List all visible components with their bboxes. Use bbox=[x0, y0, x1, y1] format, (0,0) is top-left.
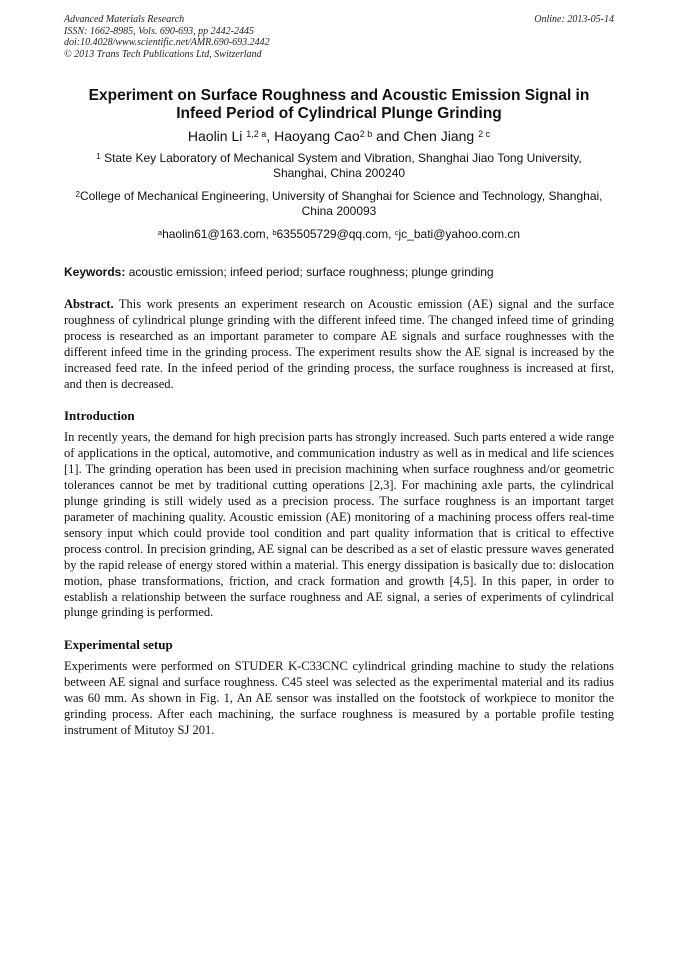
affiliation-superscript: 1 bbox=[96, 152, 101, 161]
author-name: Haoyang Cao bbox=[274, 128, 360, 144]
running-header bbox=[64, 14, 614, 60]
abstract bbox=[64, 297, 614, 392]
doi-line[interactable]: doi:10.4028/www.scientific.net/AMR.690-693.2442 bbox=[64, 37, 270, 48]
keywords-label: Keywords: bbox=[64, 265, 126, 279]
author-superscript: 1,2 a bbox=[246, 129, 267, 139]
keywords-text: acoustic emission; infeed period; surface roughness; plunge grinding bbox=[125, 265, 494, 279]
experimental-setup-paragraph: Experiments were performed on STUDER K-C33CNC cylindrical grinding machine to study the relations between AE signal and surface roughness. C45 steel was selected as the experimental material and its radius was 60 mm. As shown in Fig. 1, An AE sensor was installed on the footstock of workpiece to monitor the grinding process. After each machining, the surface roughness is measured by a portable profile testing instrument of Mitutoy SJ 201. bbox=[64, 659, 614, 737]
keywords bbox=[64, 265, 614, 280]
author-separator: , bbox=[266, 128, 275, 144]
title-line-2: Infeed Period of Cylindrical Plunge Grinding bbox=[176, 105, 502, 122]
journal-info bbox=[64, 14, 270, 60]
email-link[interactable]: haolin61@163.com, bbox=[162, 227, 273, 241]
issn-line: ISSN: 1662-8985, Vols. 690-693, pp 2442-2445 bbox=[64, 25, 254, 37]
email-superscript: a bbox=[157, 228, 163, 237]
affiliation-superscript: 2 bbox=[75, 190, 80, 199]
abstract-text: This work presents an experiment research on Acoustic emission (AE) signal and the surface roughness of cylindrical plunge grinding with the different infeed time. The changed infeed time of grinding process is researched as an important parameter to compare AE signals and surface roughnesses with the different infeed time in the grinding process. The experiment results show the AE signal is increased by the increased feed rate. In the infeed period of the grinding process, the surface roughness is increased at first, and then is decreased. bbox=[64, 297, 614, 391]
title-line-1: Experiment on Surface Roughness and Acoustic Emission Signal in bbox=[88, 87, 590, 104]
author-name: Chen Jiang bbox=[403, 128, 475, 144]
section-heading-experimental-setup: Experimental setup bbox=[64, 637, 173, 653]
online-date: Online: 2013-05-14 bbox=[534, 14, 614, 25]
author-superscript: 2 c bbox=[478, 129, 491, 139]
copyright-line: © 2013 Trans Tech Publications Ltd, Switzerland bbox=[64, 48, 262, 60]
affiliation-1-line-2: Shanghai, China 200240 bbox=[272, 166, 406, 180]
author-superscript: 2 b bbox=[359, 129, 373, 139]
section-heading-introduction: Introduction bbox=[64, 408, 135, 424]
paper-title bbox=[64, 87, 614, 123]
abstract-label: Abstract. bbox=[64, 297, 114, 311]
paper-page bbox=[64, 14, 614, 739]
affiliation-1 bbox=[64, 151, 614, 181]
author-separator: and bbox=[372, 128, 404, 144]
affiliation-1-line-1: State Key Laboratory of Mechanical System and Vibration, Shanghai Jiao Tong University, bbox=[104, 151, 582, 165]
email-superscript: b bbox=[272, 228, 277, 237]
author-list bbox=[64, 127, 614, 145]
author-name: Haolin Li bbox=[187, 128, 243, 144]
journal-name: Advanced Materials Research bbox=[64, 14, 185, 25]
affiliation-2-line-2: China 200093 bbox=[301, 204, 377, 218]
email-superscript: c bbox=[394, 228, 399, 237]
affiliation-2-line-1: College of Mechanical Engineering, University of Shanghai for Science and Technology, Shanghai, bbox=[79, 189, 603, 203]
email-link[interactable]: jc_bati@yahoo.com.cn bbox=[398, 227, 521, 241]
email-link[interactable]: 635505729@qq.com, bbox=[276, 227, 395, 241]
introduction-paragraph: In recently years, the demand for high precision parts has strongly increased. Such parts entered a wide range of applications in the optical, automotive, and communication industry as well as in medical and life sciences [1]. The grinding operation has been used in precision machining when surface roughness and/or geometric tolerances cannot be met by traditional cutting operations [2,3]. For machining axle parts, the cylindrical plunge grinding is still widely used as a precision process. The surface roughness is an important target parameter of machining quality. Acoustic emission (AE) monitoring of a machining process offers real-time sensory input which could provide tool condition and part quality information that is critical to effective process control. In precision grinding, AE signal can be described as a set of elastic pressure waves generated by the rapid release of energy stored within a material. This energy dissipation is basically due to: dislocation motion, phase transformations, friction, and crack formation and growth [4,5]. In this paper, in order to establish a relationship between the surface roughness and AE signal, a series of experiments of cylindrical plunge grinding is performed. bbox=[64, 430, 614, 620]
affiliation-2 bbox=[60, 189, 618, 219]
email-list bbox=[64, 227, 614, 242]
